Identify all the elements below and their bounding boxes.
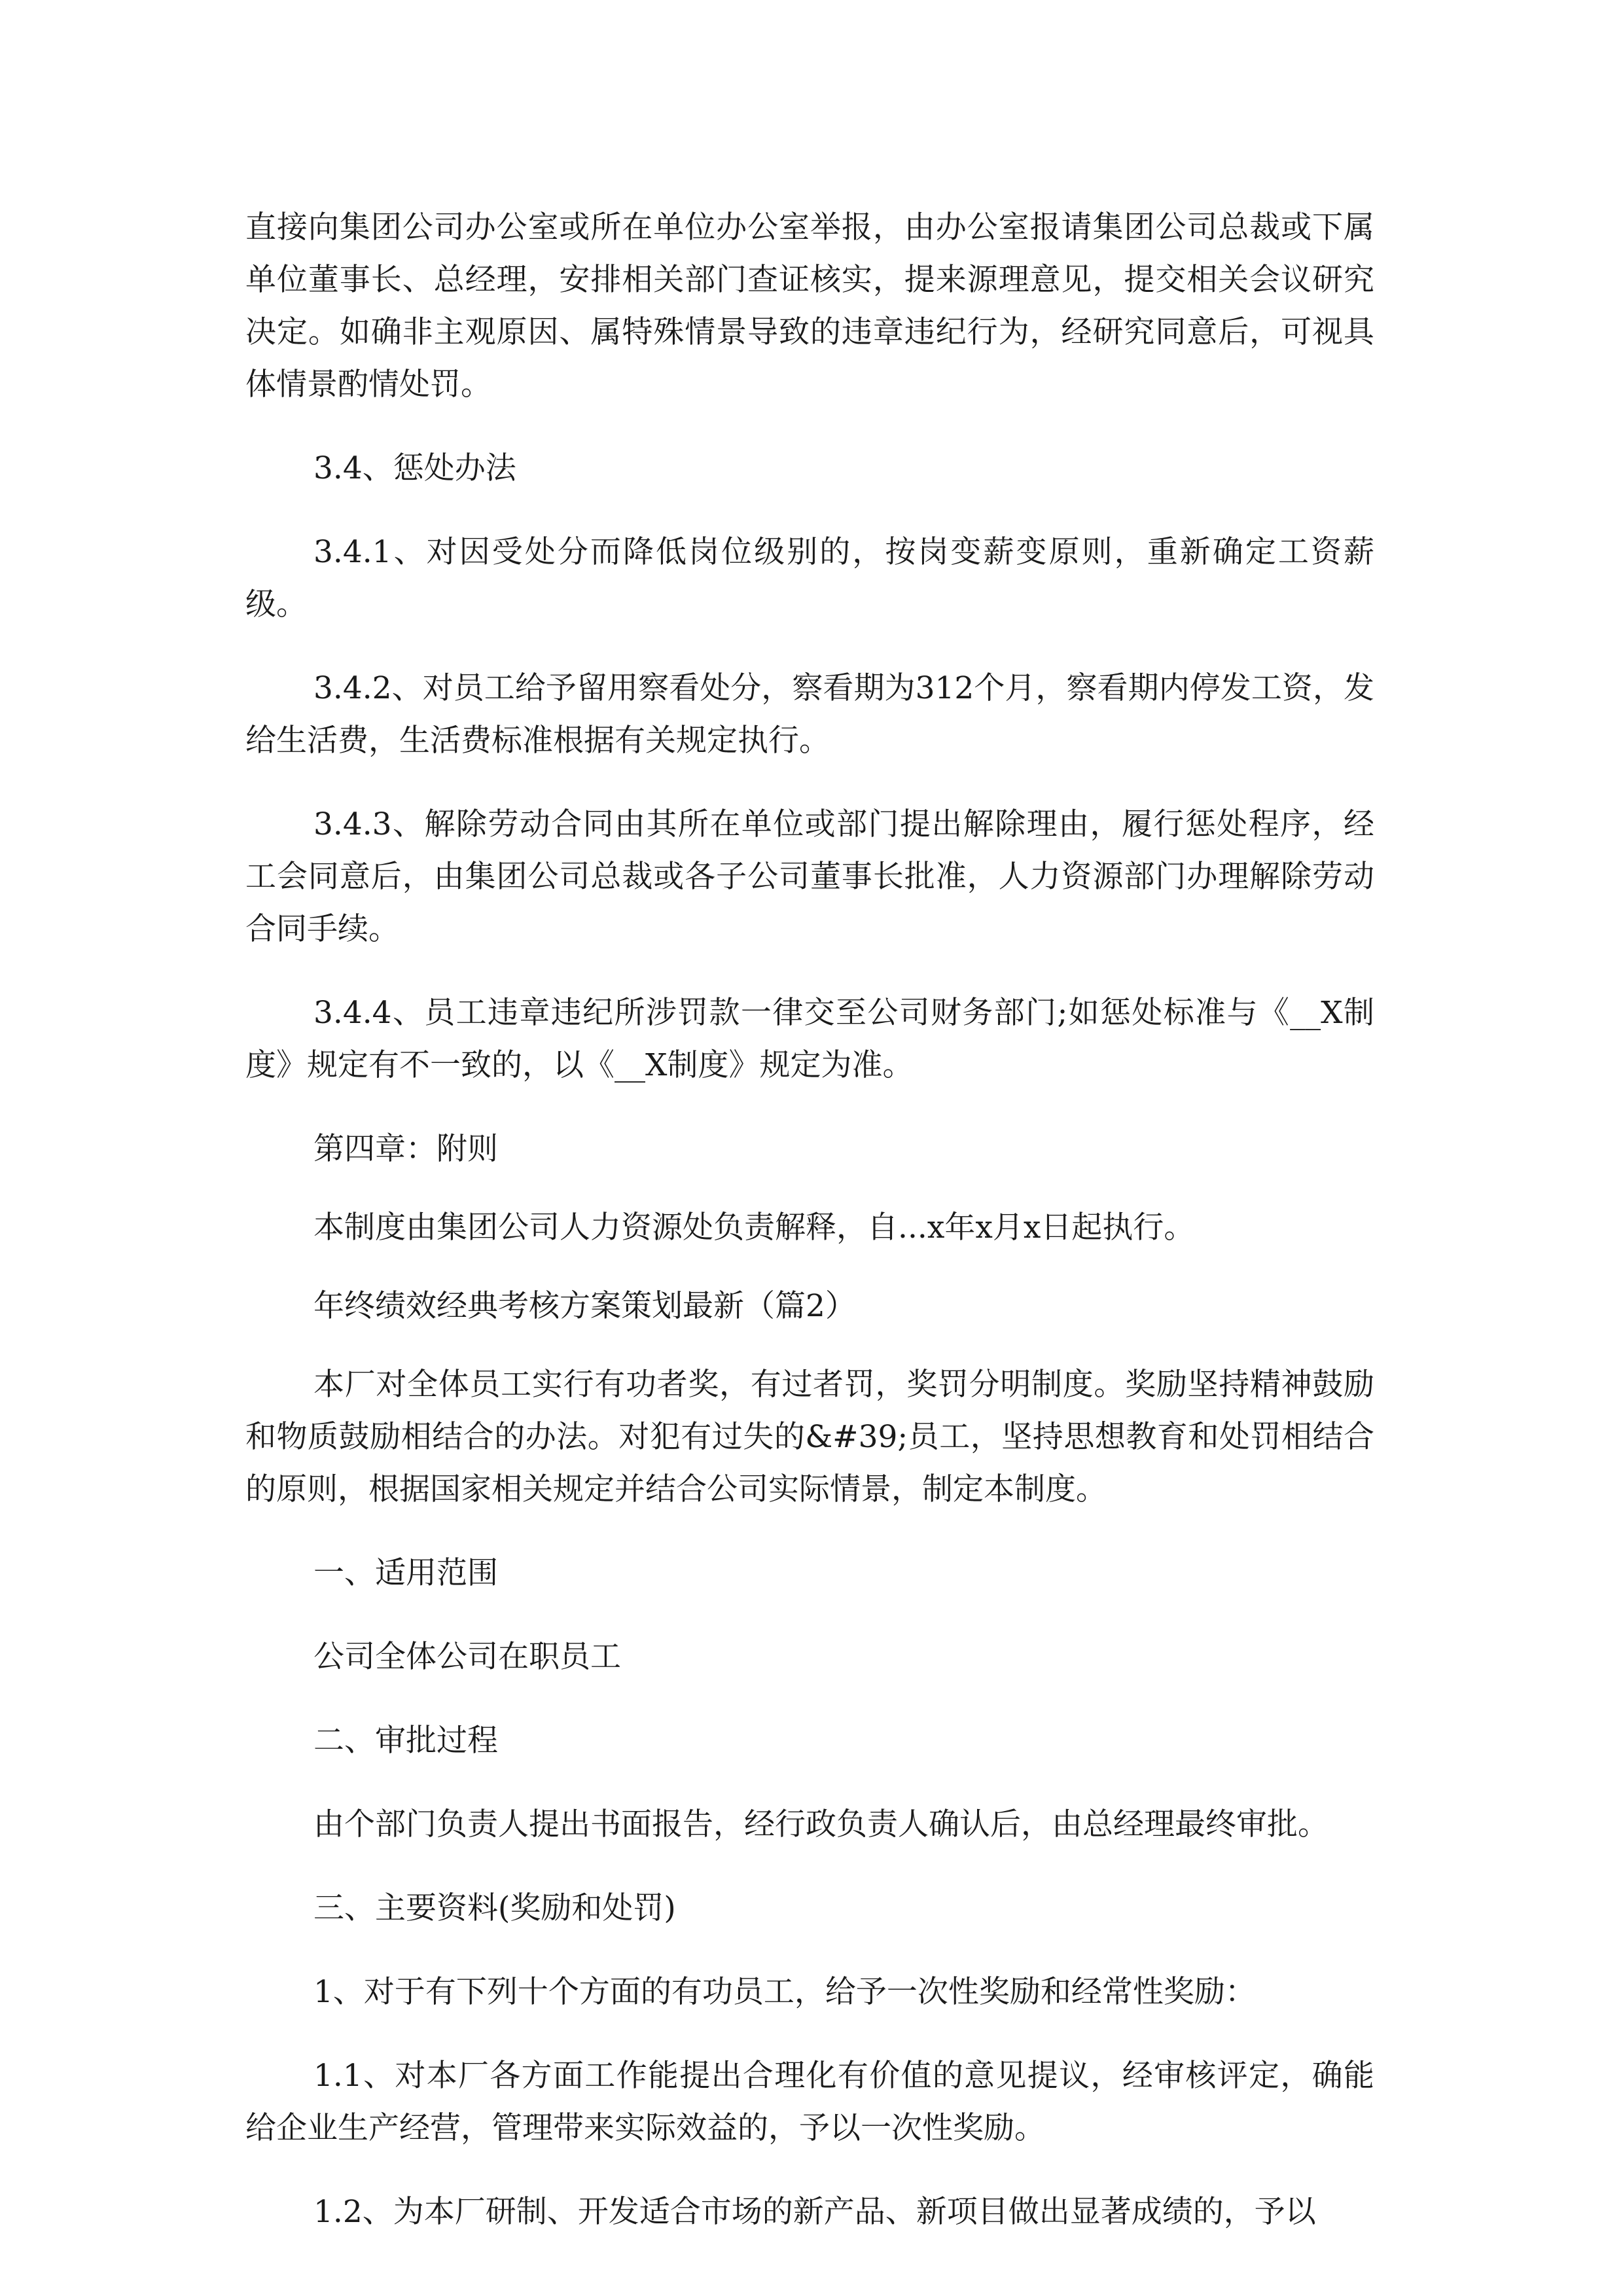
clause-3-4-4: 3.4.4、员工违章违纪所涉罚款一律交至公司财务部门;如惩处标准与《__X制度》规定有不一致的，以《__X制度》规定为准。 [245,995,1374,1083]
paragraph-approval: 由个部门负责人提出书面报告，经行政负责人确认后，由总经理最终审批。 [313,1806,1329,1842]
section-heading-3-4: 3.4、惩处办法 [313,450,516,486]
clause-1: 1、对于有下列十个方面的有功员工，给予一次性奖励和经常性奖励： [313,1974,1256,2010]
document-body [245,202,1374,2270]
section-heading-approval: 二、审批过程 [313,1723,498,1759]
paragraph-intro-policy: 本厂对全体员工实行有功者奖，有过者罚，奖罚分明制度。奖励坚持精神鼓励和物质鼓励相结合的办法。对犯有过失的&#39;员工，坚持思想教育和处罚相结合的原则，根据国家相关规定并结合公司实际情景，制定本制度。 [245,1367,1374,1507]
article-title-part-2: 年终绩效经典考核方案策划最新（篇2） [313,1288,856,1324]
section-heading-scope: 一、适用范围 [313,1555,498,1591]
chapter-heading-4: 第四章：附则 [313,1131,498,1167]
clause-1-1: 1.1、对本厂各方面工作能提出合理化有价值的意见提议，经审核评定，确能给企业生产经营，管理带来实际效益的，予以一次性奖励。 [245,2058,1374,2146]
section-heading-main-content: 三、主要资料(奖励和处罚) [313,1890,676,1926]
clause-3-4-3: 3.4.3、解除劳动合同由其所在单位或部门提出解除理由，履行惩处程序，经工会同意后，由集团公司总裁或各子公司董事长批准，人力资源部门办理解除劳动合同手续。 [245,806,1374,947]
paragraph-scope: 公司全体公司在职员工 [313,1639,621,1675]
clause-3-4-1: 3.4.1、对因受处分而降低岗位级别的，按岗变薪变原则，重新确定工资薪级。 [245,534,1374,622]
paragraph-effective-date: 本制度由集团公司人力资源处负责解释，自...x年x月x日起执行。 [313,1210,1195,1246]
paragraph-report-procedure: 直接向集团公司办公室或所在单位办公室举报，由办公室报请集团公司总裁或下属单位董事长、总经理，安排相关部门查证核实，提来源理意见，提交相关会议研究决定。如确非主观原因、属特殊情景导致的违章违纪行为，经研究同意后，可视具体情景酌情处罚。 [245,209,1374,403]
clause-1-2: 1.2、为本厂研制、开发适合市场的新产品、新项目做出显著成绩的，予以 [313,2194,1316,2230]
clause-3-4-2: 3.4.2、对员工给予留用察看处分，察看期为312个月，察看期内停发工资，发给生活费，生活费标准根据有关规定执行。 [245,670,1374,759]
